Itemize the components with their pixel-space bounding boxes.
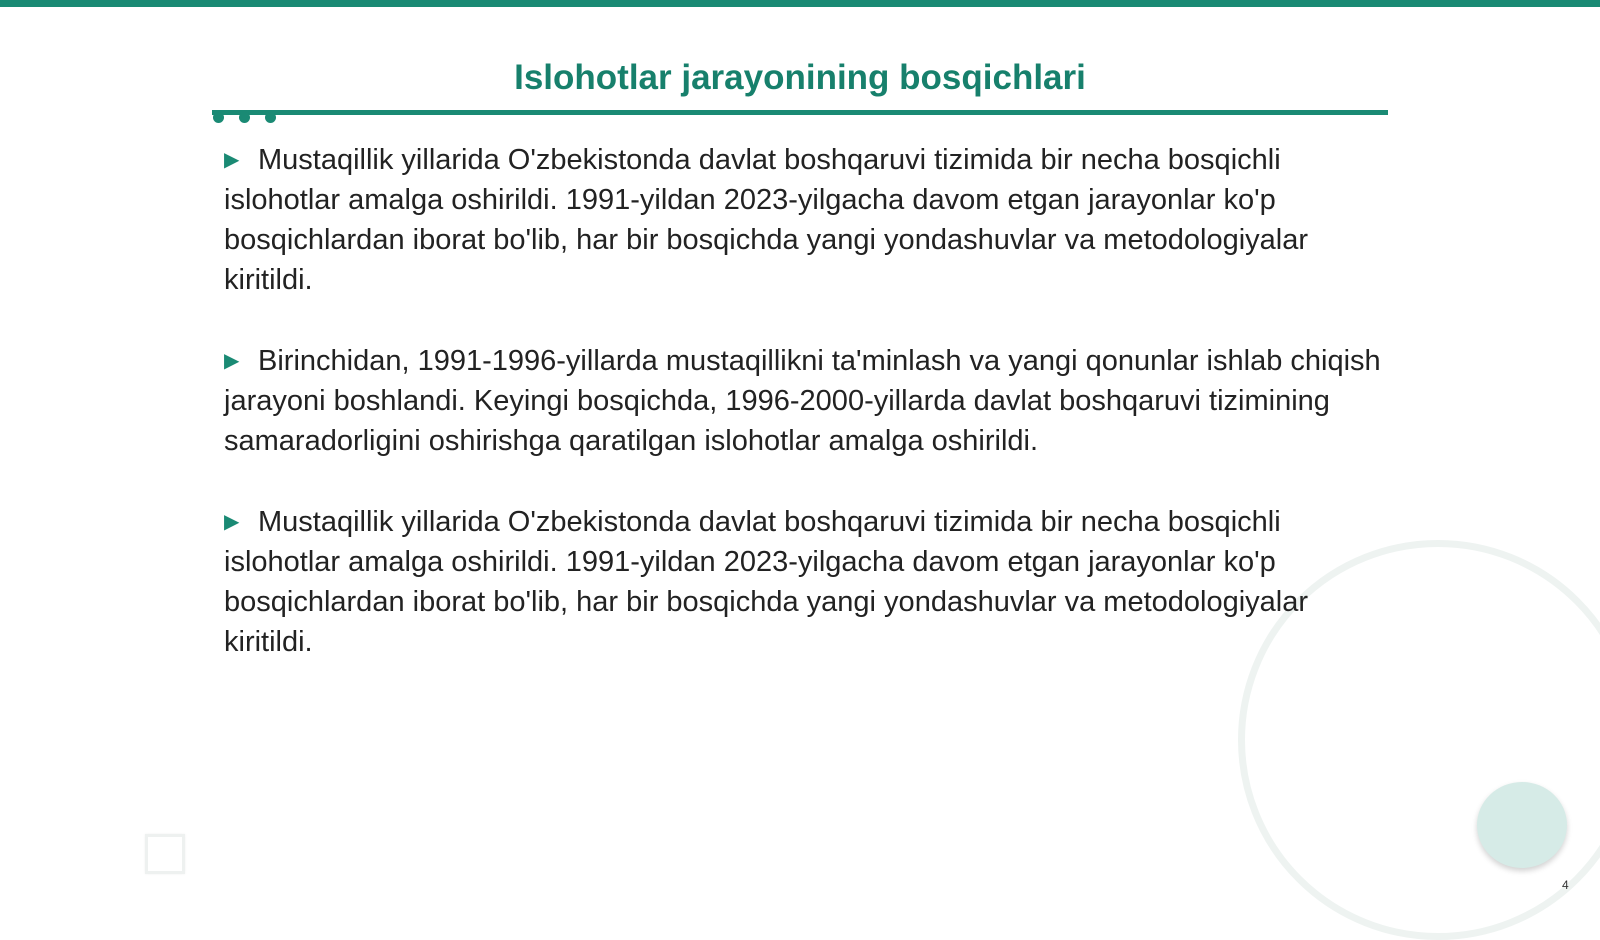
- bullet-paragraph: [224, 341, 1394, 461]
- underline-dot: [239, 112, 250, 123]
- bullet-paragraph: [224, 140, 1394, 300]
- slide-body: [224, 140, 1394, 703]
- bullet-paragraph: [224, 502, 1394, 662]
- top-accent-bar: [0, 0, 1600, 7]
- triangle-bullet-icon: ▶: [224, 350, 240, 372]
- underline-dot: [265, 112, 276, 123]
- page-number: 4: [1562, 878, 1569, 892]
- decorative-square: [145, 834, 185, 874]
- slide-title: Islohotlar jarayonining bosqichlari: [514, 58, 1086, 97]
- underline-dot: [213, 112, 224, 123]
- triangle-bullet-icon: ▶: [224, 149, 240, 171]
- title-underline: [212, 110, 1388, 115]
- paragraph-text: Mustaqillik yillarida O'zbekistonda davlat boshqaruvi tizimida bir necha bosqichli islohotlar amalga oshirildi. 1991-yildan 2023-yilgacha davom etgan jarayonlar ko'p bosqichlardan iborat bo'lib, har bir bosqichda yangi yondashuvlar va metodologiyalar kiritildi.: [224, 506, 1309, 658]
- paragraph-text: Mustaqillik yillarida O'zbekistonda davlat boshqaruvi tizimida bir necha bosqichli islohotlar amalga oshirildi. 1991-yildan 2023-yilgacha davom etgan jarayonlar ko'p bosqichlardan iborat bo'lib, har bir bosqichda yangi yondashuvlar va metodologiyalar kiritildi.: [224, 144, 1309, 296]
- decorative-circle: [1477, 782, 1567, 868]
- paragraph-text: Birinchidan, 1991-1996-yillarda mustaqillikni ta'minlash va yangi qonunlar ishlab chiqish jarayoni boshlandi. Keyingi bosqichda, 1996-2000-yillarda davlat boshqaruvi tizimining samaradorligini oshirishga qaratilgan islohotlar amalga oshirildi.: [224, 345, 1381, 457]
- triangle-bullet-icon: ▶: [224, 511, 240, 533]
